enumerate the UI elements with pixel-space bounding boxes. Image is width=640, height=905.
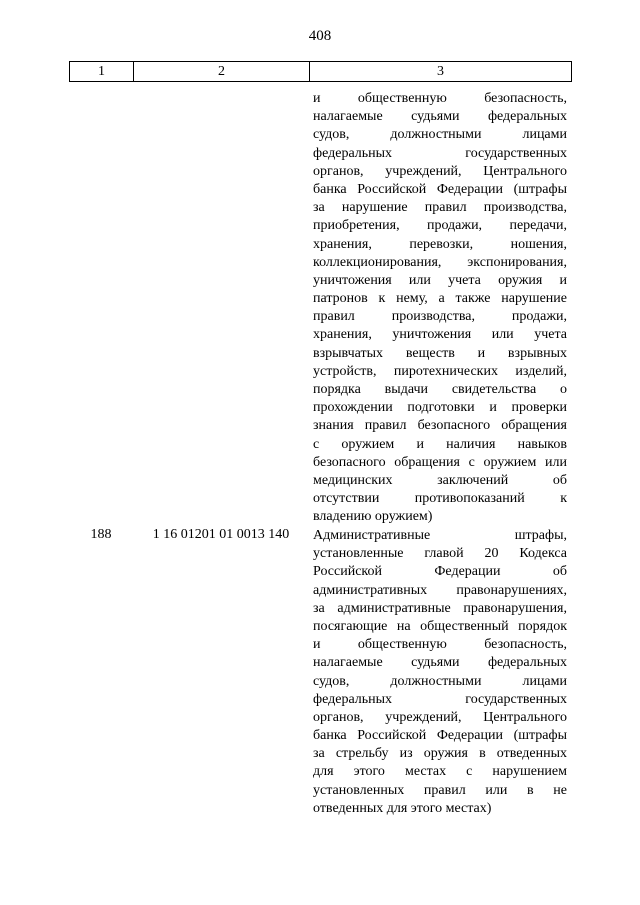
- description-line: коллекционирования, экспонирования,: [313, 254, 567, 270]
- description-line: владению оружием): [313, 509, 433, 525]
- description-line: хранения, перевозки, ношения,: [313, 236, 567, 252]
- description-line: правил производства, продажи,: [313, 309, 567, 325]
- description-line: для этого местах с нарушением: [313, 764, 567, 780]
- description-line: устройств, пиротехнических изделий,: [313, 363, 567, 379]
- description-line: безопасного обращения с оружием или: [313, 454, 567, 470]
- description-line: и общественную безопасность,: [313, 91, 567, 106]
- description-line: органов, учреждений, Центрального: [313, 709, 567, 725]
- description-line: хранения, уничтожения или учета: [313, 327, 567, 343]
- description-line: Административные штрафы,: [313, 528, 567, 543]
- column-header-3: 3: [310, 62, 572, 82]
- description-line: знания правил безопасного обращения: [313, 418, 567, 434]
- description-line: Российской Федерации об: [313, 564, 567, 580]
- description-line: прохождении подготовки и проверки: [313, 400, 567, 416]
- description-line: установленных правил или в не: [313, 782, 567, 798]
- description-line: судов, должностными лицами: [313, 127, 567, 143]
- description-line: патронов к нему, а также нарушение: [313, 291, 567, 307]
- continuation-description: [313, 90, 567, 527]
- kbk-code: 1 16 01201 01 0013 140: [152, 527, 290, 542]
- description-line: с оружием и наличия навыков: [313, 436, 567, 452]
- description-line: медицинских заключений об: [313, 472, 567, 488]
- description-line: уничтожения или учета оружия и: [313, 272, 567, 288]
- page-number: 408: [308, 28, 332, 44]
- description-line: установленные главой 20 Кодекса: [313, 546, 567, 562]
- description-line: отведенных для этого местах): [313, 800, 492, 816]
- description-line: взрывчатых веществ и взрывных: [313, 345, 567, 361]
- column-header-table: [69, 61, 572, 82]
- description-line: посягающие на общественный порядок: [313, 618, 567, 634]
- description-line: приобретения, продажи, передачи,: [313, 218, 567, 234]
- admin-code: 188: [90, 527, 112, 542]
- description-line: банка Российской Федерации (штрафы: [313, 728, 567, 744]
- description-line: за стрельбу из оружия в отведенных: [313, 746, 567, 762]
- description-line: банка Российской Федерации (штрафы: [313, 181, 567, 197]
- income-description: [313, 527, 567, 818]
- description-line: налагаемые судьями федеральных: [313, 109, 567, 125]
- description-line: порядка выдачи свидетельства о: [313, 382, 567, 397]
- description-line: за нарушение правил производства,: [313, 200, 567, 216]
- description-line: налагаемые судьями федеральных: [313, 655, 567, 671]
- description-line: судов, должностными лицами: [313, 673, 567, 689]
- column-header-2: 2: [134, 62, 310, 82]
- description-line: отсутствии противопоказаний к: [313, 491, 567, 507]
- description-line: федеральных государственных: [313, 691, 567, 707]
- description-line: федеральных государственных: [313, 145, 567, 161]
- description-line: и общественную безопасность,: [313, 637, 567, 653]
- description-line: за административные правонарушения,: [313, 600, 567, 616]
- description-line: административных правонарушениях,: [313, 582, 567, 598]
- description-line: органов, учреждений, Центрального: [313, 163, 567, 179]
- column-header-1: 1: [70, 62, 134, 82]
